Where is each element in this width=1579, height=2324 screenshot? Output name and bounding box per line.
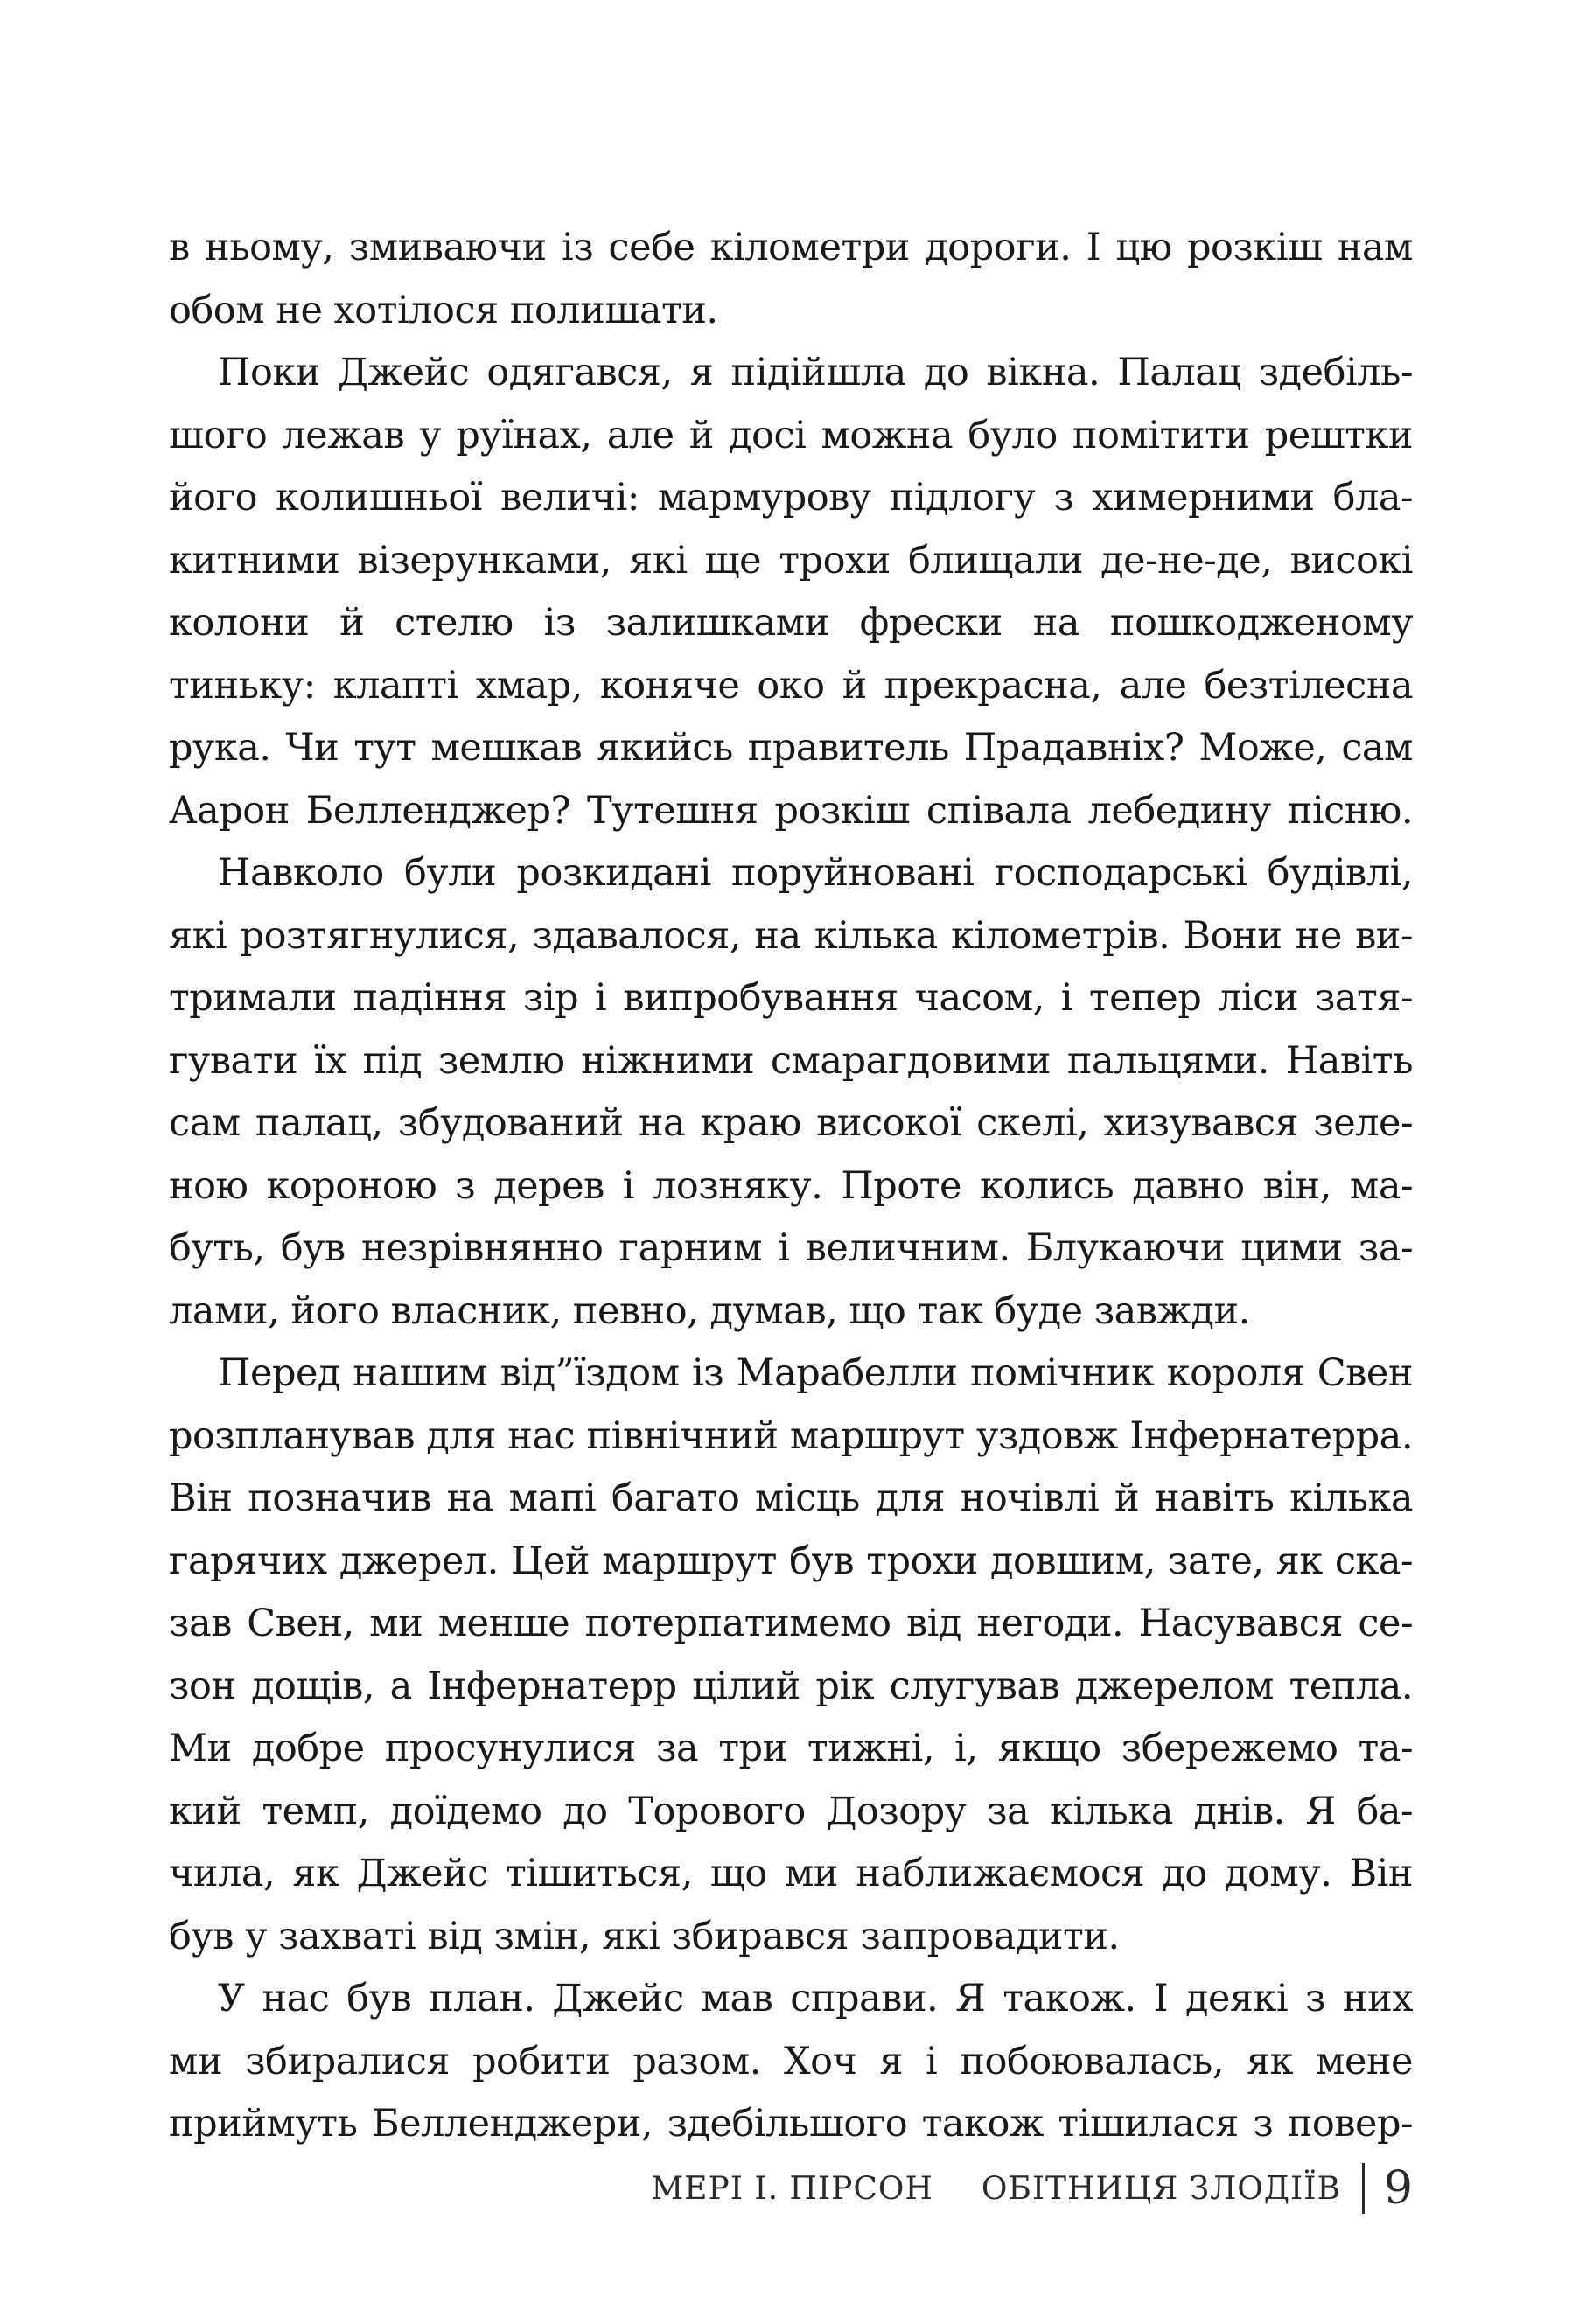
text-line: ми збиралися робити разом. Хоч я і побоювалась, як мене [169,2039,1413,2083]
paragraph [169,1343,1413,1968]
text-line: кий темп, доїдемо до Торового Дозору за кілька днів. Я ба- [169,1789,1413,1833]
text-line: Навколо були розкидані поруйновані господарські будівлі, [218,851,1413,895]
text-line: У нас був план. Джейс мав справи. Я також. І деякі з них [218,1977,1413,2020]
footer-separator-rule [1362,2163,1365,2214]
text-line: колони й стелю із залишками фрески на пошкодженому [169,601,1413,645]
text-line: чила, як Джейс тішиться, що ми наближаємося до дому. Він [169,1852,1413,1895]
text-line: ною короною з дерев і лозняку. Проте колись давно він, ма- [169,1163,1413,1208]
text-line: розпланував для нас північний маршрут уздовж Інфернатерра. [169,1413,1413,1458]
running-footer [651,2153,1413,2223]
text-line: Поки Джейс одягався, я підійшла до вікна. Палац здебіль- [218,351,1413,394]
text-line: Аарон Белленджер? Тутешня розкіш співала лебедину пісню. [169,788,1413,833]
text-line: шого лежав у руїнах, але й досі можна було помітити рештки [169,413,1413,457]
text-line: сам палац, збудований на краю високої скелі, хизувався зеле- [169,1101,1413,1145]
footer-author: МЕРІ І. ПІРСОН [651,2170,933,2207]
footer-page-number: 9 [1383,2162,1413,2215]
paragraph [169,342,1413,842]
text-line: рука. Чи тут мешкав якийсь правитель Прадавніх? Може, сам [169,726,1413,770]
text-line: лами, його власник, певно, думав, що так буде завжди. [169,1288,1250,1333]
paragraph [169,217,1413,342]
text-line: зав Свен, ми менше потерпатимемо від негоди. Насувався се- [169,1602,1413,1645]
text-line: приймуть Белленджери, здебільшого також тішилася з повер- [169,2102,1413,2146]
footer-book-title: ОБІТНИЦЯ ЗЛОДІЇВ [981,2170,1341,2207]
page-text [169,217,1413,2156]
text-line: Він позначив на мапі багато місць для ночівлі й навіть кілька [169,1476,1413,1520]
text-line: які розтягнулися, здавалося, на кілька кілометрів. Вони не ви- [169,913,1413,958]
text-line: Ми добре просунулися за три тижні, і, якщо збережемо та- [169,1727,1413,1770]
text-line: його колишньої величі: мармурову підлогу з химерними бла- [169,476,1413,520]
text-line: гарячих джерел. Цей маршрут був трохи довшим, зате, як ска- [169,1539,1413,1583]
text-line: в ньому, змиваючи із себе кілометри дороги. І цю розкіш нам [169,226,1413,269]
text-line: китними візерунками, які ще трохи блищали де-не-де, високі [169,538,1413,583]
text-line: зон дощів, а Інфернатерр цілий рік слугував джерелом тепла. [169,1664,1413,1708]
text-line: гувати їх під землю ніжними смарагдовими пальцями. Навіть [169,1038,1413,1083]
text-line: був у захваті від змін, які збирався запровадити. [169,1914,1120,1958]
paragraph [169,1968,1413,2156]
text-line: Перед нашим від”їздом із Марабелли помічник короля Свен [218,1351,1413,1395]
text-line: буть, був незрівнянно гарним і величним. Блукаючи цими за- [169,1226,1413,1270]
text-line: тиньку: клапті хмар, коняче око й прекрасна, але безтілесна [169,663,1413,708]
paragraph [169,842,1413,1343]
text-line: тримали падіння зір і випробування часом, і тепер ліси затя- [169,976,1413,1020]
text-line: обом не хотілося полишати. [169,288,718,332]
